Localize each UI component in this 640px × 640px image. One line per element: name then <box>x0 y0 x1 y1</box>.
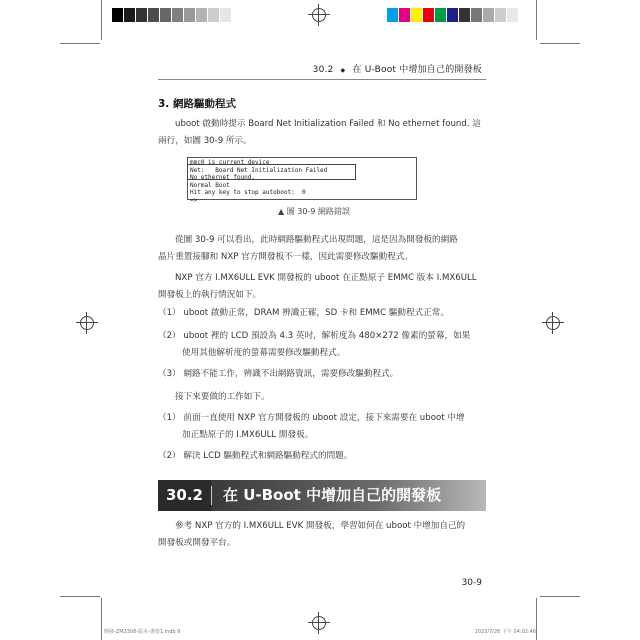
console-line: => <box>190 196 198 204</box>
paragraph-line: 從圖 30-9 可以看出，此時網路驅動程式出現問題，這是因為開發板的網路 <box>175 235 458 245</box>
header-section: 30.2 <box>312 65 334 75</box>
paragraph-line: 晶片重置接腳和 NXP 官方開發板不一樣，因此需要修改驅動程式。 <box>158 252 413 262</box>
paragraph-line: 開發板上的執行情況如下。 <box>158 290 262 300</box>
registration-mark-bottom <box>308 612 330 634</box>
page-number: 30-9 <box>461 578 482 588</box>
section-number: 30.2 <box>158 480 211 511</box>
paragraph-line: 開發板或開發平台。 <box>158 538 236 548</box>
registration-mark-top <box>308 4 330 26</box>
list-item-continuation: 加正點原子的 I.MX6ULL 開發板。 <box>182 430 314 440</box>
registration-mark-left <box>76 312 98 334</box>
subsection-heading: 3. 網路驅動程式 <box>158 98 236 110</box>
console-line: Net: Board Net Initialization Failed <box>190 166 328 174</box>
paragraph-line: 兩行，如圖 30-9 所示。 <box>158 136 252 146</box>
header-rule <box>158 79 486 80</box>
console-line: No ethernet found. <box>190 174 256 182</box>
list-item-continuation: 使用其他解析度的螢幕需要修改驅動程式。 <box>182 348 346 358</box>
error-highlight-box <box>187 164 356 180</box>
console-line: Hit any key to stop autoboot: 0 <box>190 189 306 197</box>
paragraph-line: NXP 官方 I.MX6ULL EVK 開發板的 uboot 在正點原子 EMMC 版本 I.MX6ULL <box>175 273 477 283</box>
running-header <box>313 62 482 75</box>
header-title: 在 U-Boot 中增加自己的開發板 <box>352 65 482 75</box>
figure-caption: ▲ 圖 30-9 網路錯誤 <box>278 207 350 216</box>
list-item: （2） uboot 裡的 LCD 預設為 4.3 英吋，解析度為 480×272 像素的螢幕，如果 <box>158 331 471 341</box>
section-title: 在 U-Boot 中增加自己的開發板 <box>211 480 486 511</box>
paragraph-line: 參考 NXP 官方的 I.MX6ULL EVK 開發板，學習如何在 uboot 中增加自己的 <box>175 521 466 531</box>
list-item: （2） 解決 LCD 驅動程式和網路驅動程式的問題。 <box>158 451 353 461</box>
paragraph-line: 接下來要做的工作如下。 <box>175 392 270 402</box>
console-line: mmc0 is current device <box>190 159 270 166</box>
list-item: （1） uboot 啟動正常，DRAM 辨識正確，SD 卡和 EMMC 驅動程式正常。 <box>158 308 449 318</box>
list-item: （3） 網路不能工作，辨識不出網路資訊，需要修改驅動程式。 <box>158 369 399 379</box>
list-item: （1） 前面一直使用 NXP 官方開發板的 uboot 設定，接下來需要在 uboot 中增 <box>158 413 465 423</box>
registration-mark-right <box>542 312 564 334</box>
footer-file-info: 開發-ZM2308-版本-書排1.indb 9 <box>104 629 181 635</box>
footer-timestamp: 2023/7/26 下午 04:02:46 <box>474 629 536 635</box>
section-banner <box>158 480 486 511</box>
paragraph-line: uboot 啟動時提示 Board Net Initialization Failed 和 No ethernet found. 這 <box>175 119 481 129</box>
banner-divider <box>211 486 212 505</box>
diamond-icon: ◆ <box>340 67 346 74</box>
console-line: Normal Boot <box>190 181 230 189</box>
